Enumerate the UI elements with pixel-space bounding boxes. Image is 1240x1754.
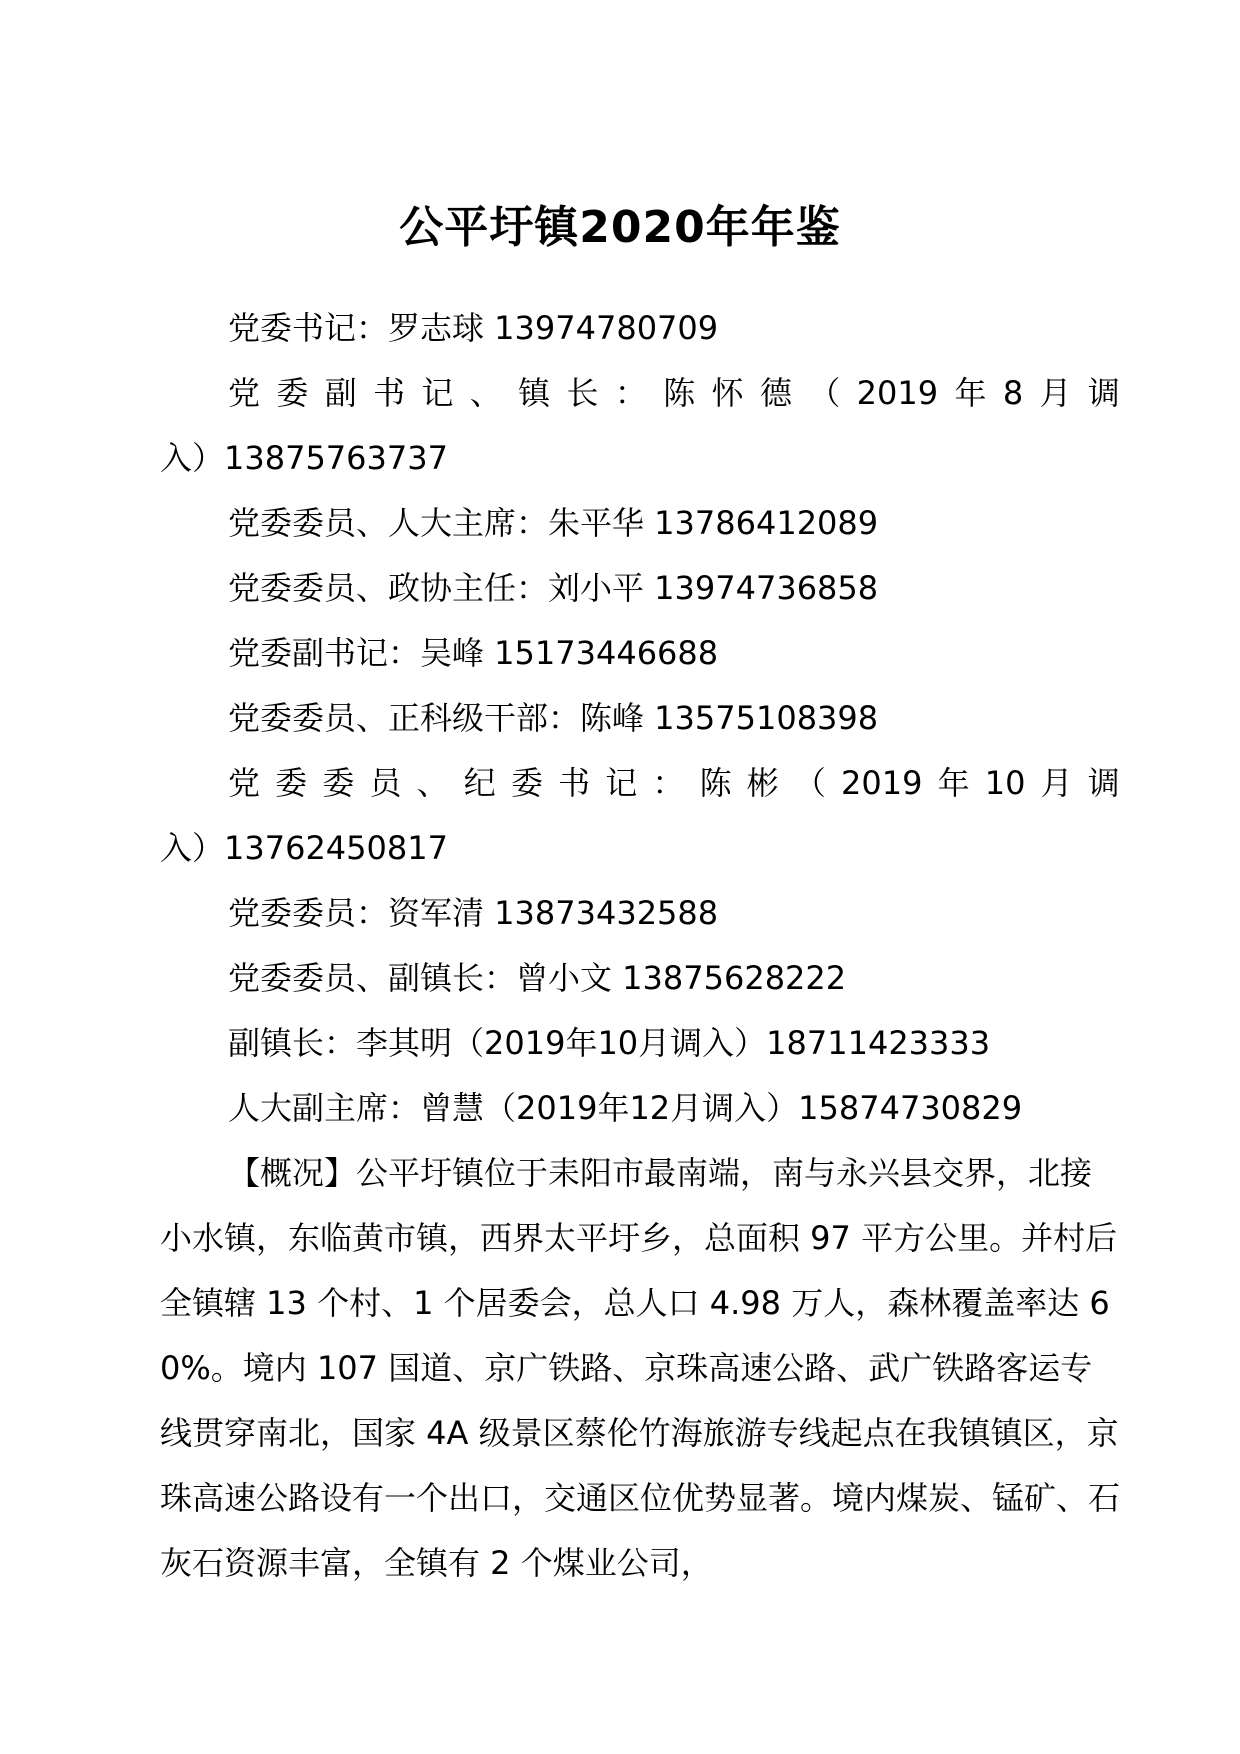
- justified-char: 陈: [699, 764, 732, 802]
- official-line: 党委委员、政协主任：刘小平 13974736858: [228, 569, 879, 607]
- justified-char: 员: [369, 764, 402, 802]
- justified-char: 调: [1087, 764, 1120, 802]
- document-title: 公平圩镇2020年年鉴: [399, 202, 841, 253]
- justified-char: 记: [421, 374, 454, 412]
- official-line: 党委副书记：吴峰 15173446688: [228, 634, 719, 672]
- official-line: 党委委员、人大主席：朱平华 13786412089: [228, 504, 879, 542]
- official-line-continuation: 入）13762450817: [160, 829, 448, 867]
- document-body: [160, 296, 1120, 1596]
- justified-char: ：: [614, 374, 647, 412]
- justified-char: 彬: [746, 764, 779, 802]
- justified-char: 2019: [856, 374, 939, 412]
- justified-char: 副: [324, 374, 357, 412]
- justified-char: 怀: [711, 374, 744, 412]
- official-line-justified: [160, 751, 1120, 816]
- justified-char: 记: [605, 764, 638, 802]
- justified-char: （: [793, 764, 826, 802]
- justified-char: 、: [416, 764, 449, 802]
- official-line: 党委书记：罗志球 13974780709: [228, 309, 719, 347]
- justified-char: 月: [1040, 764, 1073, 802]
- justified-char: 镇: [518, 374, 551, 412]
- justified-char: 年: [954, 374, 987, 412]
- official-line: 人大副主席：曾慧（2019年12月调入）15874730829: [228, 1089, 1023, 1127]
- justified-char: 书: [558, 764, 591, 802]
- official-line-continuation: 入）13875763737: [160, 439, 448, 477]
- justified-char: （: [808, 374, 841, 412]
- justified-char: 党: [228, 764, 261, 802]
- justified-char: 党: [228, 374, 261, 412]
- official-line-justified: [160, 361, 1120, 426]
- overview-paragraph: 【概况】公平圩镇位于耒阳市最南端，南与永兴县交界，北接小水镇，东临黄市镇，西界太平圩乡，总面积 97 平方公里。并村后全镇辖 13 个村、1 个居委会，总人口 4.98 万人，森林覆盖率达 60%。境内 107 国道、京广铁路、京珠高速公路、武广铁路客运专线贯穿南北，国家 4A 级景区蔡伦竹海旅游专线起点在我镇镇区，京珠高速公路设有一个出口，交通区位优势显著。境内煤炭、锰矿、石灰石资源丰富，全镇有 2 个煤业公司，: [160, 1154, 1121, 1582]
- justified-char: 年: [937, 764, 970, 802]
- justified-char: 书: [373, 374, 406, 412]
- justified-char: 陈: [663, 374, 696, 412]
- justified-char: 委: [275, 764, 308, 802]
- justified-char: 委: [510, 764, 543, 802]
- justified-char: 10: [984, 764, 1026, 802]
- justified-char: 、: [469, 374, 502, 412]
- justified-char: 委: [322, 764, 355, 802]
- justified-char: 纪: [463, 764, 496, 802]
- official-line: 党委委员、副镇长：曾小文 13875628222: [228, 959, 847, 997]
- justified-char: 德: [759, 374, 792, 412]
- official-line: 党委委员：资军清 13873432588: [228, 894, 719, 932]
- justified-char: ：: [652, 764, 685, 802]
- official-line: 副镇长：李其明（2019年10月调入）18711423333: [228, 1024, 991, 1062]
- justified-char: 2019: [841, 764, 923, 802]
- justified-char: 委: [276, 374, 309, 412]
- justified-char: 月: [1039, 374, 1072, 412]
- official-line: 党委委员、正科级干部：陈峰 13575108398: [228, 699, 879, 737]
- justified-char: 8: [1002, 374, 1024, 412]
- justified-char: 调: [1087, 374, 1120, 412]
- justified-char: 长: [566, 374, 599, 412]
